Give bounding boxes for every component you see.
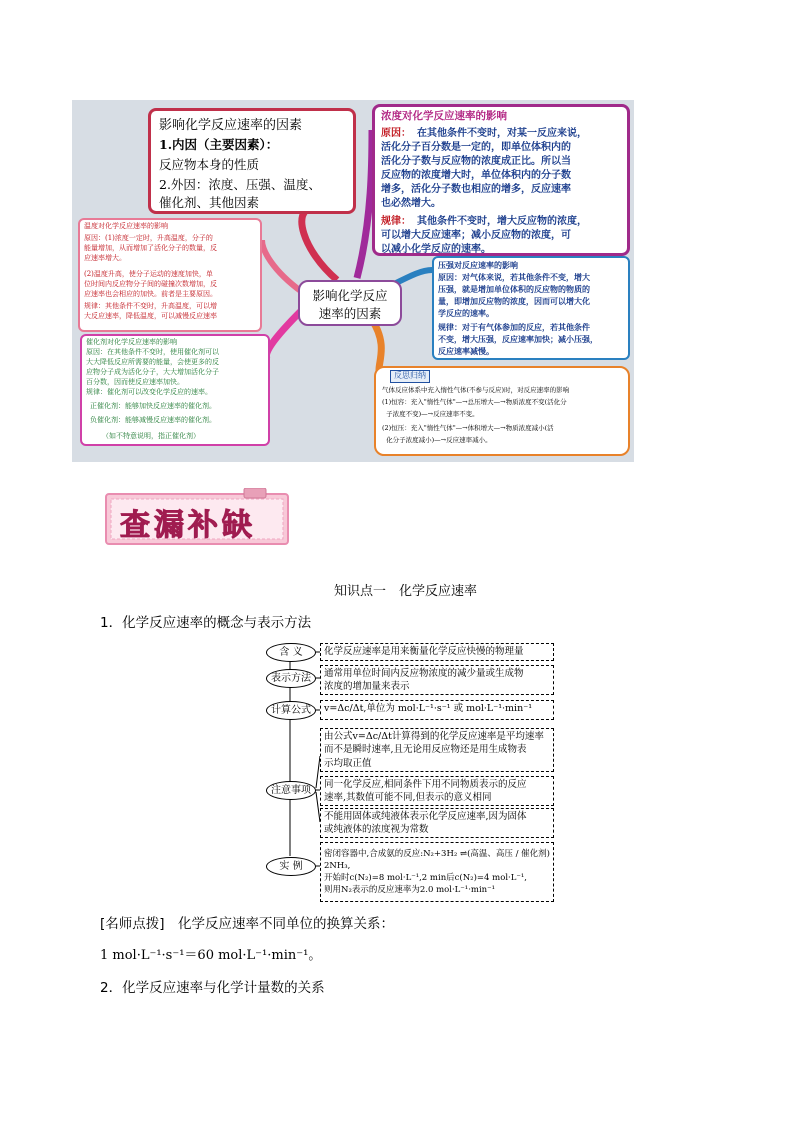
summary-line-2: 子浓度不变)—→反应速率不变。 xyxy=(382,410,479,418)
formula-text: v=Δc/Δt,单位为 mol·L⁻¹·s⁻¹ 或 mol·L⁻¹·min⁻¹ xyxy=(324,703,533,714)
factors-external: 2.外因：浓度、压强、温度、 xyxy=(159,177,321,192)
note-3-line-1: 或纯液体的浓度视为常数 xyxy=(324,824,429,836)
temperature-line-7: 规律：其他条件不变时，升高温度，可以增 xyxy=(84,302,217,310)
catalyst-line-2: 应物分子成为活化分子，大大增加活化分子 xyxy=(86,368,219,376)
summary-line-0: 气体反应体系中充入惰性气体(不参与反应)时，对反应速率的影响 xyxy=(382,386,570,394)
note-1-line-2: 示均取正值 xyxy=(324,757,372,769)
unit-conversion: 1 mol·L⁻¹·s⁻¹＝60 mol·L⁻¹·min⁻¹。 xyxy=(100,948,322,963)
summary-line-4: 化分子浓度减小)—→反应速率减小。 xyxy=(382,436,492,444)
teacher-tip: [名师点拨] 化学反应速率不同单位的换算关系： xyxy=(100,916,395,932)
concentration-reason-5: 也必然增大。 xyxy=(381,198,441,209)
factors-title: 影响化学反应速率的因素 xyxy=(159,118,303,133)
concept-diagram xyxy=(264,640,564,906)
temperature-line-6: 应速率也会相应的加快。前者是主要原因。 xyxy=(84,290,217,298)
note-3-line-0: 不能用固体或纯液体表示化学反应速率,因为固体 xyxy=(324,811,527,822)
note-box-1 xyxy=(320,728,554,772)
temperature-line-5: 位时间内反应物分子间的碰撞次数增加，反 xyxy=(84,280,217,288)
mindmap-image xyxy=(72,100,634,462)
heading-2: 2．化学反应速率与化学计量数的关系 xyxy=(100,980,325,996)
example-line-1: 开始时c(N₂)=8 mol·L⁻¹,2 min后c(N₂)=4 mol·L⁻¹, xyxy=(324,872,527,883)
temperature-line-2: 应速率增大。 xyxy=(84,254,126,262)
representation-line-1: 浓度的增加量来表示 xyxy=(324,681,410,693)
concentration-reason-label: 原因： xyxy=(381,128,411,139)
note-1-line-1: 而不是瞬时速率,且无论用反应物还是用生成物表 xyxy=(324,744,527,756)
summary-line-1: (1)恒容：充入"惰性气体"—→总压增大—→物质浓度不变(活化分 xyxy=(382,398,567,406)
catalyst-box xyxy=(80,334,270,446)
note-box-2 xyxy=(320,776,554,806)
pressure-box xyxy=(432,256,630,360)
catalyst-line-0: 原因：在其他条件不变时，使用催化剂可以 xyxy=(86,348,219,356)
concentration-rule-1: 可以增大反应速率；减小反应物的浓度，可 xyxy=(381,230,571,241)
concentration-reason-0: 在其他条件不变时，对某一反应来说， xyxy=(417,128,587,139)
example-line-0: 密闭容器中,合成氨的反应:N₂+3H₂ ⇌(高温、高压 / 催化剂) 2NH₃, xyxy=(324,849,550,871)
concentration-reason-2: 活化分子数与反应物的浓度成正比。所以当 xyxy=(381,156,571,167)
concentration-reason-1: 活化分子百分数是一定的，即单位体积内的 xyxy=(381,142,571,153)
meaning-box xyxy=(320,643,554,661)
example-line-2: 则用N₂表示的反应速率为2.0 mol·L⁻¹·min⁻¹ xyxy=(324,884,496,895)
catalyst-title: 催化剂对化学反应速率的影响 xyxy=(86,338,177,346)
catalyst-line-3: 百分数，因而使反应速率加快。 xyxy=(86,378,184,386)
note-2-line-1: 速率,其数值可能不同,但表示的意义相同 xyxy=(324,792,492,804)
catalyst-line-6: 负催化剂：能够减慢反应速率的催化剂。 xyxy=(90,416,216,424)
concentration-title: 浓度对化学反应速率的影响 xyxy=(381,110,507,122)
section-title: 知识点一 化学反应速率 xyxy=(334,584,478,599)
concentration-rule-2: 以减小化学反应的速率。 xyxy=(381,244,491,255)
catalyst-line-4: 规律：催化剂可以改变化学反应的速率。 xyxy=(86,388,212,396)
pressure-line-6: 反应速率减慢。 xyxy=(438,346,494,356)
summary-title: 反思归纳 xyxy=(390,370,430,383)
pressure-line-4: 规律：对于有气体参加的反应，若其他条件 xyxy=(438,322,590,332)
factors-internal-desc: 反应物本身的性质 xyxy=(159,157,260,172)
temperature-line-1: 能量增加，从而增加了活化分子的数量，反 xyxy=(84,244,217,252)
factors-internal: 1.内因（主要因素）： xyxy=(159,137,279,152)
note-1-line-0: 由公式v=Δc/Δt计算得到的化学反应速率是平均速率 xyxy=(324,731,544,742)
pressure-title: 压强对反应速率的影响 xyxy=(438,260,518,270)
concentration-reason-3: 反应物的浓度增大时，单位体积内的分子数 xyxy=(381,170,571,181)
note-box-3 xyxy=(320,808,554,838)
summary-line-3: (2)恒压：充入"惰性气体"—→体积增大—→物质浓度减小(活 xyxy=(382,424,554,432)
temperature-line-8: 大反应速率，降低温度，可以减慢反应速率 xyxy=(84,312,217,320)
note-2-line-0: 同一化学反应,相同条件下用不同物质表示的反应 xyxy=(324,779,527,790)
concentration-box xyxy=(372,104,630,256)
center-node xyxy=(298,280,402,326)
node-notes: 注意事项 xyxy=(266,781,316,800)
banner-text: 查漏补缺 xyxy=(120,508,256,543)
example-box xyxy=(320,842,554,902)
catalyst-line-5: 正催化剂：能够加快反应速率的催化剂。 xyxy=(90,402,216,410)
formula-box xyxy=(320,700,554,720)
pressure-line-2: 量，即增加反应物的浓度，因而可以增大化 xyxy=(438,296,590,306)
catalyst-line-1: 大大降低反应所需要的能量，会使更多的反 xyxy=(86,358,219,366)
temperature-line-4: (2)温度升高，使分子运动的速度加快，单 xyxy=(84,270,213,278)
node-formula: 计算公式 xyxy=(266,701,316,720)
temperature-box xyxy=(78,218,262,332)
concentration-reason-4: 增多，活化分子数也相应的增多，反应速率 xyxy=(381,184,571,195)
temperature-title: 温度对化学反应速率的影响 xyxy=(84,222,168,230)
temperature-line-0: 原因：(1)浓度一定时，升高温度，分子的 xyxy=(84,234,213,242)
pressure-line-5: 不变，增大压强，反应速率加快；减小压强， xyxy=(438,334,598,344)
node-example: 实 例 xyxy=(266,857,316,876)
center-line-2: 速率的因素 xyxy=(318,306,382,321)
catalyst-line-7: （如不特意说明，指正催化剂） xyxy=(102,432,200,440)
heading-1: 1．化学反应速率的概念与表示方法 xyxy=(100,615,312,631)
pressure-line-0: 原因：对气体来说，若其他条件不变，增大 xyxy=(438,272,590,282)
representation-line-0: 通常用单位时间内反应物浓度的减少量或生成物 xyxy=(324,668,524,679)
pressure-line-3: 学反应的速率。 xyxy=(438,308,494,318)
meaning-text: 化学反应速率是用来衡量化学反应快慢的物理量 xyxy=(324,646,524,657)
factors-external-2: 催化剂、其他因素 xyxy=(159,195,260,210)
factors-box xyxy=(148,108,356,214)
pressure-line-1: 压强，就是增加单位体积的反应物的物质的 xyxy=(438,284,590,294)
concentration-rule-label: 规律： xyxy=(381,216,411,227)
concentration-rule-0: 其他条件不变时，增大反应物的浓度， xyxy=(417,216,587,227)
node-meaning: 含 义 xyxy=(266,643,316,662)
node-representation: 表示方法 xyxy=(266,669,316,688)
representation-box xyxy=(320,665,554,695)
center-line-1: 影响化学反应 xyxy=(312,288,388,303)
summary-box xyxy=(374,366,630,456)
section-banner xyxy=(104,488,294,548)
